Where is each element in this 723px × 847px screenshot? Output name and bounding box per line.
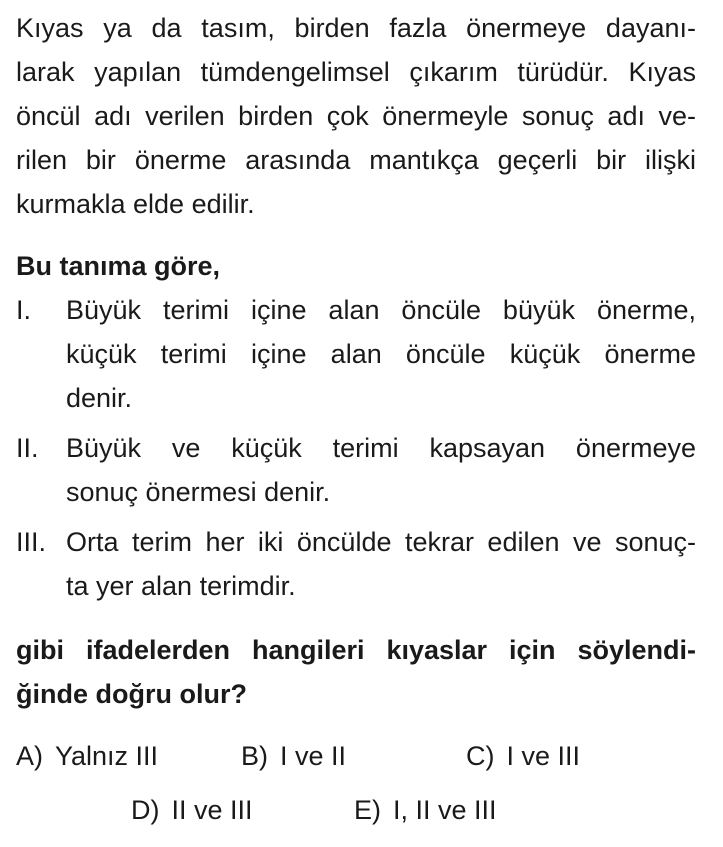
option-b[interactable] (241, 734, 346, 778)
statement-number: II. (16, 433, 39, 463)
question-stem (16, 628, 696, 716)
statement-line: denir. (66, 383, 133, 413)
intro-line: larak yapılan tümdengelimsel çıkarım türüdür. Kıyas (16, 57, 696, 87)
statement-item-3 (16, 520, 696, 608)
question-line: gibi ifadelerden hangileri kıyaslar için söylendi- (16, 635, 696, 665)
option-letter: B) (241, 741, 268, 771)
question-page (16, 6, 696, 844)
option-text: Yalnız III (55, 741, 159, 771)
statement-number: I. (16, 295, 32, 325)
option-text: I ve III (506, 741, 581, 771)
option-text: II ve III (171, 795, 253, 825)
option-text: I, II ve III (393, 795, 497, 825)
statement-line: Büyük terimi içine alan öncüle büyük önerme, (66, 295, 696, 325)
lead-text: Bu tanıma göre, (16, 251, 221, 281)
option-e[interactable] (354, 788, 497, 832)
statement-line: Büyük ve küçük terimi kapsayan önermeye (66, 433, 696, 463)
answer-options (16, 734, 696, 844)
option-text: I ve II (280, 741, 347, 771)
intro-line: kurmakla elde edilir. (16, 189, 255, 219)
intro-line: rilen bir önerme arasında mantıkça geçerli bir ilişki (16, 145, 696, 175)
statement-item-2 (16, 426, 696, 514)
option-letter: A) (16, 741, 43, 771)
option-c[interactable] (466, 734, 580, 778)
question-line: ğinde doğru olur? (16, 679, 247, 709)
intro-line: Kıyas ya da tasım, birden fazla önermeye dayanı- (16, 13, 696, 43)
statement-line: ta yer alan terimdir. (66, 571, 296, 601)
option-letter: C) (466, 741, 495, 771)
statement-item-1 (16, 288, 696, 420)
statement-line: küçük terimi içine alan öncüle küçük önerme (66, 339, 696, 369)
option-d[interactable] (131, 788, 253, 832)
intro-paragraph (16, 6, 696, 226)
statement-line: sonuç önermesi denir. (66, 477, 331, 507)
statement-line: Orta terim her iki öncülde tekrar edilen ve sonuç- (66, 527, 696, 557)
option-letter: D) (131, 795, 160, 825)
statement-number: III. (16, 527, 47, 557)
option-letter: E) (354, 795, 381, 825)
option-a[interactable] (16, 734, 158, 778)
intro-line: öncül adı verilen birden çok önermeyle sonuç adı ve- (16, 101, 696, 131)
